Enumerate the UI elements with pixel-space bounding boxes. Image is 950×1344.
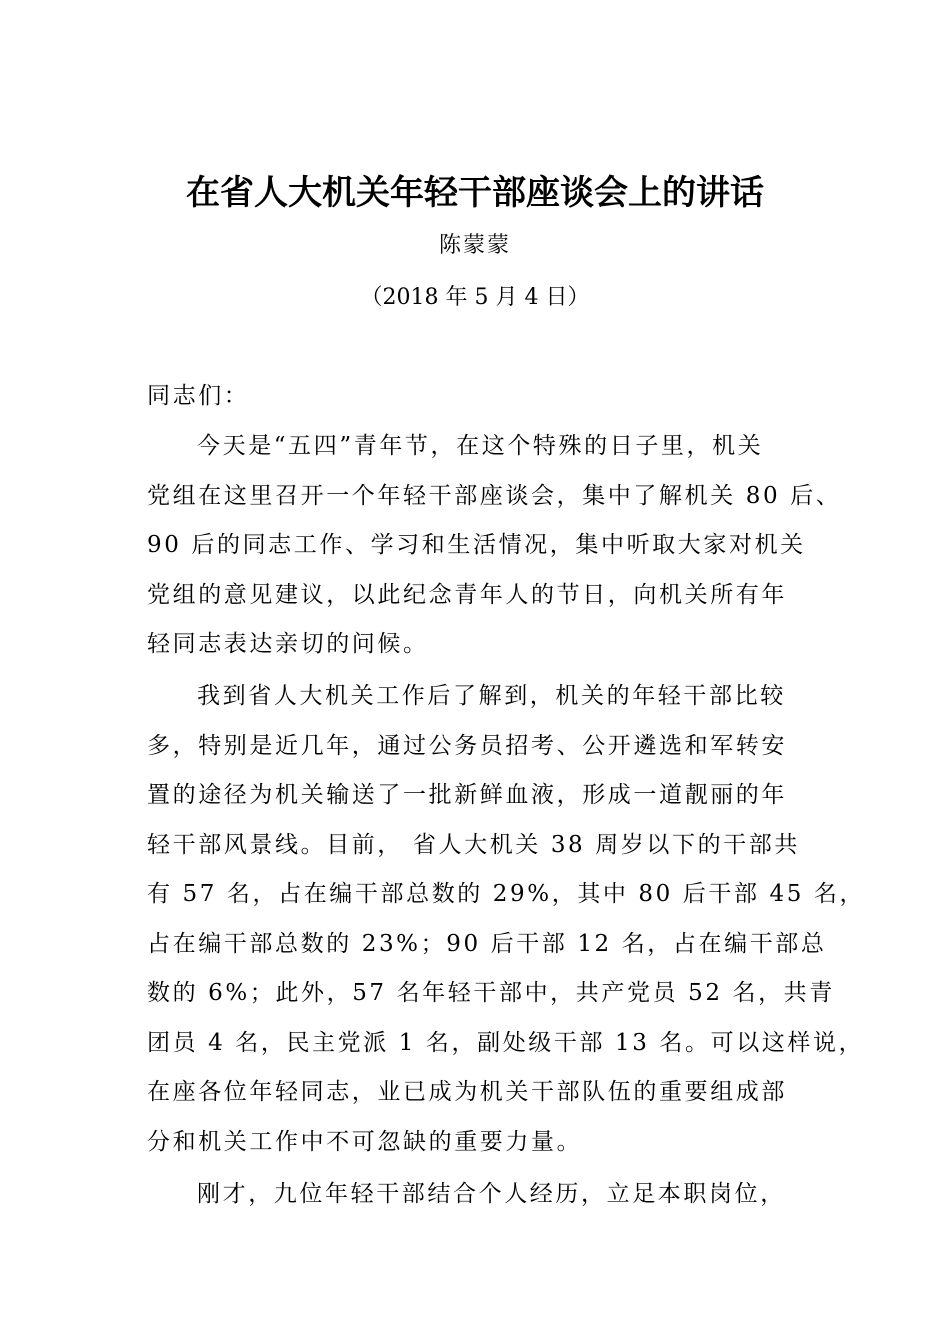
paragraph-line: 我到省人大机关工作后了解到，机关的年轻干部比较 — [197, 683, 786, 709]
paragraph-line: 刚才，九位年轻干部结合个人经历，立足本职岗位， — [197, 1181, 786, 1207]
paragraph-line: 在座各位年轻同志，业已成为机关干部队伍的重要组成部 — [147, 1079, 787, 1105]
document-title: 在省人大机关年轻干部座谈会上的讲话 — [186, 173, 764, 213]
paragraph-line: 党组在这里召开一个年轻干部座谈会，集中了解机关 80 后、 — [147, 482, 842, 509]
paragraph-line: 今天是“五四”青年节，在这个特殊的日子里，机关 — [197, 433, 764, 459]
paragraph-line: 轻同志表达亲切的问候。 — [147, 631, 429, 657]
paragraph-line: 有 57 名，占在编干部总数的 29%，其中 80 后干部 45 名， — [147, 881, 866, 907]
paragraph-3 — [147, 1170, 827, 1220]
paragraph-line: 团员 4 名，民主党派 1 名，副处级干部 13 名。可以这样说， — [147, 1029, 865, 1056]
salutation: 同志们： — [147, 383, 250, 409]
document-author: 陈蒙蒙 — [438, 233, 511, 258]
paragraph-line: 置的途径为机关输送了一批新鲜血液，形成一道靓丽的年 — [147, 782, 787, 808]
document-date: （2018 年 5 月 4 日） — [360, 285, 590, 310]
paragraph-line: 轻干部风景线。目前， 省人大机关 38 周岁以下的干部共 — [147, 831, 800, 858]
paragraph-line: 数的 6%；此外，57 名年轻干部中，共产党员 52 名，共青 — [147, 980, 835, 1006]
paragraph-1 — [147, 422, 842, 670]
paragraph-2 — [147, 672, 866, 1167]
paragraph-line: 多，特别是近几年，通过公务员招考、公开遴选和军转安 — [147, 732, 787, 759]
paragraph-line: 90 后的同志工作、学习和生活情况，集中听取大家对机关 — [147, 532, 806, 558]
paragraph-line: 分和机关工作中不可忽缺的重要力量。 — [147, 1128, 583, 1155]
paragraph-line: 党组的意见建议，以此纪念青年人的节日，向机关所有年 — [147, 581, 787, 608]
paragraph-line: 占在编干部总数的 23%；90 后干部 12 名，占在编干部总 — [147, 930, 827, 957]
